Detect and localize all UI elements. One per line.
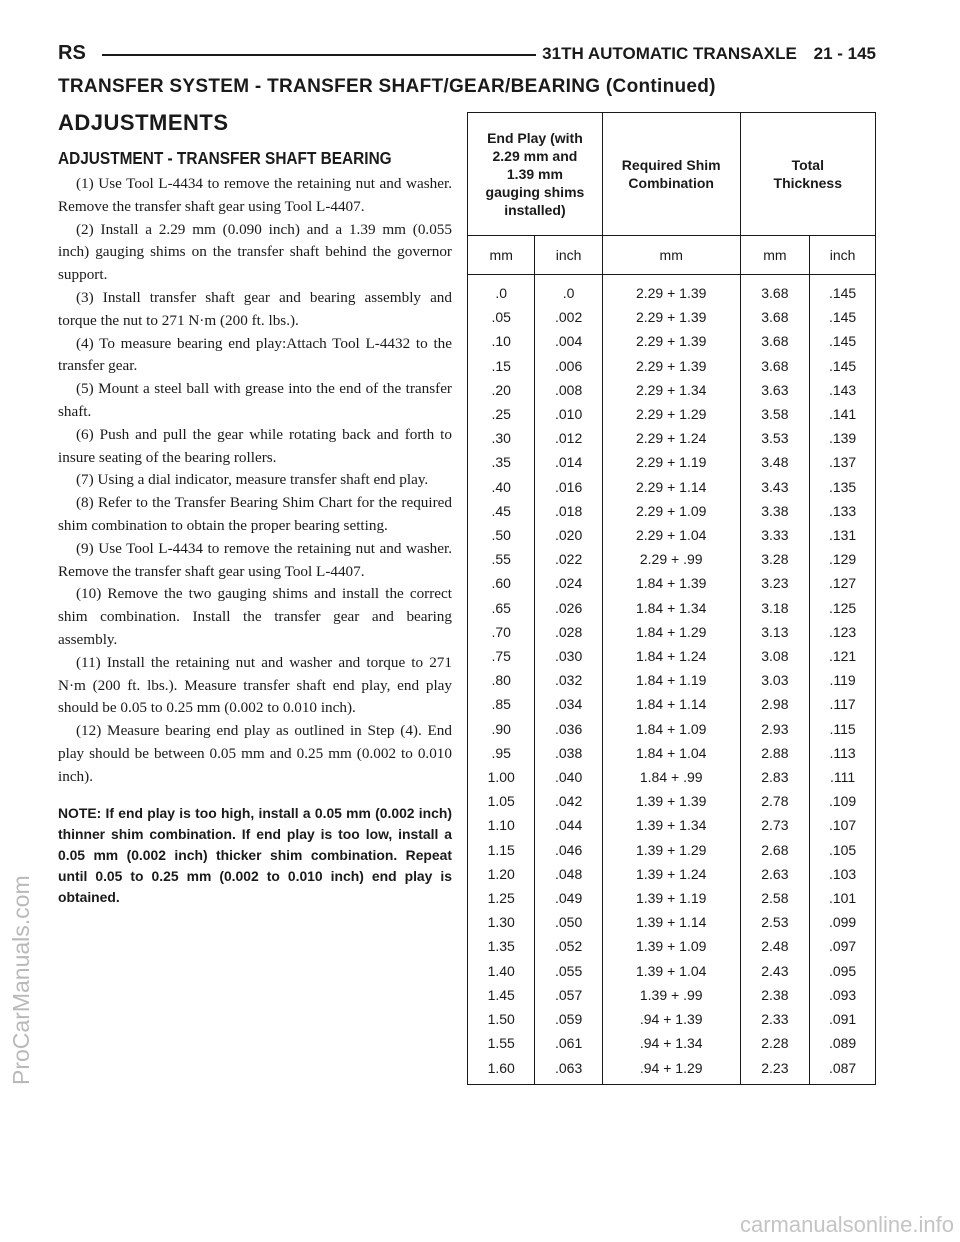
header-right	[542, 44, 876, 64]
table-row	[468, 983, 876, 1007]
table-cell: .046	[535, 838, 602, 862]
table-cell: .093	[810, 983, 876, 1007]
table-cell: .061	[535, 1031, 602, 1055]
table-cell: .141	[810, 402, 876, 426]
table-cell: .028	[535, 620, 602, 644]
table-cell: 1.15	[468, 838, 535, 862]
table-cell: .145	[810, 354, 876, 378]
procedure-step: (2) Install a 2.29 mm (0.090 inch) and a 1.39 mm (0.055 inch) gauging shims on the transfer shaft behind the governor support.	[58, 220, 452, 284]
table-cell: 2.38	[740, 983, 810, 1007]
table-row	[468, 1007, 876, 1031]
table-cell: .030	[535, 644, 602, 668]
table-row	[468, 910, 876, 934]
table-cell: .121	[810, 644, 876, 668]
table-cell: .002	[535, 305, 602, 329]
table-cell: .022	[535, 547, 602, 571]
table-cell: .0	[468, 275, 535, 306]
table-cell: 1.45	[468, 983, 535, 1007]
table-cell: .018	[535, 499, 602, 523]
table-cell: 1.35	[468, 934, 535, 958]
unit-cell: mm	[468, 236, 535, 275]
table-cell: .006	[535, 354, 602, 378]
table-cell: .145	[810, 305, 876, 329]
table-cell: 2.53	[740, 910, 810, 934]
table-cell: 1.84 + 1.24	[602, 644, 740, 668]
table-cell: 3.28	[740, 547, 810, 571]
table-cell: .30	[468, 426, 535, 450]
table-cell: .117	[810, 692, 876, 716]
table-cell: 3.43	[740, 475, 810, 499]
side-watermark: ProCarManuals.com	[8, 875, 34, 1085]
table-cell: 1.50	[468, 1007, 535, 1031]
table-cell: 2.29 + 1.19	[602, 450, 740, 474]
table-cell: 1.84 + 1.14	[602, 692, 740, 716]
table-cell: .016	[535, 475, 602, 499]
table-cell: .057	[535, 983, 602, 1007]
table-cell: 3.03	[740, 668, 810, 692]
table-cell: 2.73	[740, 813, 810, 837]
procedure-steps	[58, 173, 452, 789]
table-cell: .129	[810, 547, 876, 571]
section-title: TRANSFER SYSTEM - TRANSFER SHAFT/GEAR/BEARING (Continued)	[58, 76, 716, 97]
table-cell: 1.39 + 1.09	[602, 934, 740, 958]
table-row	[468, 886, 876, 910]
shim-chart-table	[467, 112, 876, 1085]
table-cell: .145	[810, 275, 876, 306]
table-cell: .94 + 1.34	[602, 1031, 740, 1055]
table-cell: .105	[810, 838, 876, 862]
table-cell: .133	[810, 499, 876, 523]
table-body	[468, 275, 876, 1085]
table-cell: .014	[535, 450, 602, 474]
table-cell: 1.84 + 1.29	[602, 620, 740, 644]
table-cell: .90	[468, 717, 535, 741]
table-row	[468, 596, 876, 620]
table-cell: 3.48	[740, 450, 810, 474]
table-row	[468, 620, 876, 644]
table-cell: 3.18	[740, 596, 810, 620]
table-cell: .099	[810, 910, 876, 934]
table-cell: .089	[810, 1031, 876, 1055]
table-cell: .036	[535, 717, 602, 741]
table-cell: .010	[535, 402, 602, 426]
table-cell: .40	[468, 475, 535, 499]
table-cell: .50	[468, 523, 535, 547]
table-cell: 2.63	[740, 862, 810, 886]
table-cell: 3.23	[740, 571, 810, 595]
table-cell: 1.25	[468, 886, 535, 910]
table-cell: .109	[810, 789, 876, 813]
table-row	[468, 275, 876, 306]
table-cell: .123	[810, 620, 876, 644]
table-cell: 3.68	[740, 354, 810, 378]
table-cell: 2.48	[740, 934, 810, 958]
table-cell: 1.20	[468, 862, 535, 886]
procedure-step: (4) To measure bearing end play:Attach Tool L-4432 to the transfer gear.	[58, 334, 452, 375]
units-row	[468, 236, 876, 275]
table-cell: .143	[810, 378, 876, 402]
table-cell: .095	[810, 959, 876, 983]
header-section-code: RS	[58, 42, 86, 64]
table-cell: 3.08	[740, 644, 810, 668]
table-cell: 2.29 + 1.04	[602, 523, 740, 547]
table-cell: 1.05	[468, 789, 535, 813]
table-row	[468, 789, 876, 813]
table-cell: .103	[810, 862, 876, 886]
table-row	[468, 547, 876, 571]
table-cell: .137	[810, 450, 876, 474]
table-row	[468, 644, 876, 668]
procedure-step: (1) Use Tool L-4434 to remove the retaining nut and washer. Remove the transfer shaft gear using Tool L-4407.	[58, 175, 452, 215]
table-row	[468, 1031, 876, 1055]
table-cell: 2.93	[740, 717, 810, 741]
table-cell: 1.39 + 1.14	[602, 910, 740, 934]
table-cell: .145	[810, 329, 876, 353]
footer-watermark: carmanualsonline.info	[739, 1212, 954, 1237]
table-cell: .94 + 1.39	[602, 1007, 740, 1031]
table-cell: .049	[535, 886, 602, 910]
table-cell: .038	[535, 741, 602, 765]
table-cell: .65	[468, 596, 535, 620]
table-cell: .048	[535, 862, 602, 886]
table-cell: .119	[810, 668, 876, 692]
table-cell: 2.29 + 1.09	[602, 499, 740, 523]
table-cell: .040	[535, 765, 602, 789]
table-row	[468, 475, 876, 499]
table-cell: .052	[535, 934, 602, 958]
end-play-header-text: End Play (with 2.29 mm and 1.39 mm gauging shims installed)	[485, 130, 585, 218]
table-cell: 2.29 + 1.34	[602, 378, 740, 402]
table-row	[468, 450, 876, 474]
procedure-step: (8) Refer to the Transfer Bearing Shim Chart for the required shim combination to obtain the proper bearing setting.	[58, 494, 452, 534]
table-cell: .026	[535, 596, 602, 620]
procedure-step: (6) Push and pull the gear while rotating back and forth to insure seating of the bearing rollers.	[58, 425, 452, 466]
table-row	[468, 499, 876, 523]
table-cell: .050	[535, 910, 602, 934]
table-cell: .115	[810, 717, 876, 741]
procedure-step: (12) Measure bearing end play as outlined in Step (4). End play should be between 0.05 mm and 0.25 mm (0.002 to 0.010 inch).	[58, 722, 452, 785]
unit-cell: inch	[810, 236, 876, 275]
procedure-step: (11) Install the retaining nut and washer and torque to 271 N·m (200 ft. lbs.). Measure transfer shaft end play, end play should be 0.05 to 0.25 mm (0.002 to 0.010 inch).	[58, 653, 452, 717]
table-cell: 1.00	[468, 765, 535, 789]
table-cell: .044	[535, 813, 602, 837]
total-header-text: Total Thickness	[773, 157, 843, 191]
table-cell: .024	[535, 571, 602, 595]
table-cell: 2.23	[740, 1056, 810, 1085]
table-cell: 3.13	[740, 620, 810, 644]
table-cell: .0	[535, 275, 602, 306]
table-cell: 2.78	[740, 789, 810, 813]
procedure-step: (10) Remove the two gauging shims and install the correct shim combination. Install the transfer gear and bearing assembly.	[58, 585, 452, 648]
table-cell: .131	[810, 523, 876, 547]
table-cell: 2.29 + 1.39	[602, 354, 740, 378]
table-cell: .55	[468, 547, 535, 571]
page-header	[58, 42, 876, 68]
table-cell: 3.33	[740, 523, 810, 547]
table-cell: .097	[810, 934, 876, 958]
table-cell: 1.10	[468, 813, 535, 837]
table-cell: .107	[810, 813, 876, 837]
table-cell: 1.39 + 1.19	[602, 886, 740, 910]
table-cell: .20	[468, 378, 535, 402]
table-cell: .05	[468, 305, 535, 329]
adjustments-heading: ADJUSTMENTS	[58, 110, 229, 135]
table-cell: .012	[535, 426, 602, 450]
table-cell: 3.68	[740, 275, 810, 306]
table-cell: .063	[535, 1056, 602, 1085]
table-cell: .80	[468, 668, 535, 692]
table-cell: .113	[810, 741, 876, 765]
table-cell: 1.84 + .99	[602, 765, 740, 789]
unit-cell: inch	[535, 236, 602, 275]
table-cell: 2.58	[740, 886, 810, 910]
table-cell: 2.88	[740, 741, 810, 765]
table-row	[468, 1056, 876, 1085]
table-cell: 1.39 + .99	[602, 983, 740, 1007]
table-cell: 2.29 + 1.29	[602, 402, 740, 426]
procedure-step: (7) Using a dial indicator, measure transfer shaft end play.	[76, 471, 429, 489]
table-cell: .059	[535, 1007, 602, 1031]
note-paragraph: NOTE: If end play is too high, install a 0.05 mm (0.002 inch) thinner shim combination. If end play is too low, install a 0.05 mm (0.002 inch) thicker shim combination. Repeat until 0.05 to 0.25 mm (0.002 to 0.010 inch) end play is obtained.	[58, 804, 452, 905]
table-cell: .85	[468, 692, 535, 716]
table-cell: 1.84 + 1.19	[602, 668, 740, 692]
table-cell: 1.84 + 1.04	[602, 741, 740, 765]
table-cell: .127	[810, 571, 876, 595]
table-cell: 1.39 + 1.29	[602, 838, 740, 862]
table-cell: 2.29 + 1.24	[602, 426, 740, 450]
table-cell: 1.39 + 1.34	[602, 813, 740, 837]
table-cell: 1.84 + 1.39	[602, 571, 740, 595]
table-cell: .125	[810, 596, 876, 620]
table-row	[468, 838, 876, 862]
table-cell: 2.98	[740, 692, 810, 716]
table-cell: 1.39 + 1.24	[602, 862, 740, 886]
shim-header-text: Required Shim Combination	[621, 157, 721, 191]
header-rule	[102, 54, 536, 56]
page-number: 21 - 145	[813, 44, 876, 63]
table-row	[468, 668, 876, 692]
unit-cell: mm	[740, 236, 810, 275]
table-cell: .034	[535, 692, 602, 716]
procedure-step: (5) Mount a steel ball with grease into the end of the transfer shaft.	[58, 380, 452, 420]
table-row	[468, 402, 876, 426]
table-cell: 1.84 + 1.34	[602, 596, 740, 620]
table-cell: .10	[468, 329, 535, 353]
table-row	[468, 741, 876, 765]
table-row	[468, 571, 876, 595]
table-row	[468, 305, 876, 329]
table-cell: 1.55	[468, 1031, 535, 1055]
table-cell: .008	[535, 378, 602, 402]
table-cell: 2.83	[740, 765, 810, 789]
table-cell: .15	[468, 354, 535, 378]
procedure-step: (9) Use Tool L-4434 to remove the retaining nut and washer. Remove the transfer shaft gear using Tool L-4407.	[58, 539, 452, 580]
table-cell: .004	[535, 329, 602, 353]
table-cell: .95	[468, 741, 535, 765]
unit-cell: mm	[602, 236, 740, 275]
table-cell: .111	[810, 765, 876, 789]
table-row	[468, 765, 876, 789]
table-cell: .091	[810, 1007, 876, 1031]
table-cell: .032	[535, 668, 602, 692]
table-cell: 1.84 + 1.09	[602, 717, 740, 741]
table-cell: .45	[468, 499, 535, 523]
procedure-heading: ADJUSTMENT - TRANSFER SHAFT BEARING	[58, 148, 392, 168]
table-cell: 2.29 + 1.14	[602, 475, 740, 499]
table-cell: 2.43	[740, 959, 810, 983]
table-cell: 1.40	[468, 959, 535, 983]
table-row	[468, 959, 876, 983]
table-row	[468, 523, 876, 547]
table-row	[468, 378, 876, 402]
table-cell: .35	[468, 450, 535, 474]
procedure-column	[58, 108, 452, 908]
shim-header	[602, 113, 740, 236]
table-cell: 3.68	[740, 305, 810, 329]
table-row	[468, 354, 876, 378]
table-cell: .020	[535, 523, 602, 547]
end-play-header	[468, 113, 603, 236]
table-cell: 3.38	[740, 499, 810, 523]
table-cell: 1.39 + 1.04	[602, 959, 740, 983]
table-cell: .042	[535, 789, 602, 813]
table-cell: 2.29 + .99	[602, 547, 740, 571]
table-cell: 1.39 + 1.39	[602, 789, 740, 813]
table-row	[468, 717, 876, 741]
table-row	[468, 862, 876, 886]
table-cell: .60	[468, 571, 535, 595]
table-cell: 2.68	[740, 838, 810, 862]
table-cell: .135	[810, 475, 876, 499]
table-cell: 2.29 + 1.39	[602, 305, 740, 329]
table-row	[468, 329, 876, 353]
table-cell: 3.63	[740, 378, 810, 402]
table-row	[468, 813, 876, 837]
table-cell: .055	[535, 959, 602, 983]
table-cell: 2.28	[740, 1031, 810, 1055]
table-cell: .087	[810, 1056, 876, 1085]
table-cell: .139	[810, 426, 876, 450]
table-cell: 2.29 + 1.39	[602, 329, 740, 353]
table-cell: .75	[468, 644, 535, 668]
table-cell: .70	[468, 620, 535, 644]
table-cell: 3.68	[740, 329, 810, 353]
table-cell: .25	[468, 402, 535, 426]
table-cell: 2.33	[740, 1007, 810, 1031]
table-cell: .94 + 1.29	[602, 1056, 740, 1085]
table-cell: 1.60	[468, 1056, 535, 1085]
table-cell: 1.30	[468, 910, 535, 934]
header-title: 31TH AUTOMATIC TRANSAXLE	[542, 44, 797, 63]
table-cell: 3.58	[740, 402, 810, 426]
table-row	[468, 692, 876, 716]
procedure-step: (3) Install transfer shaft gear and bearing assembly and torque the nut to 271 N·m (200 ft. lbs.).	[58, 288, 452, 329]
table-cell: 3.53	[740, 426, 810, 450]
table-row	[468, 934, 876, 958]
table-cell: .101	[810, 886, 876, 910]
table-row	[468, 426, 876, 450]
total-header	[740, 113, 875, 236]
table-cell: 2.29 + 1.39	[602, 275, 740, 306]
